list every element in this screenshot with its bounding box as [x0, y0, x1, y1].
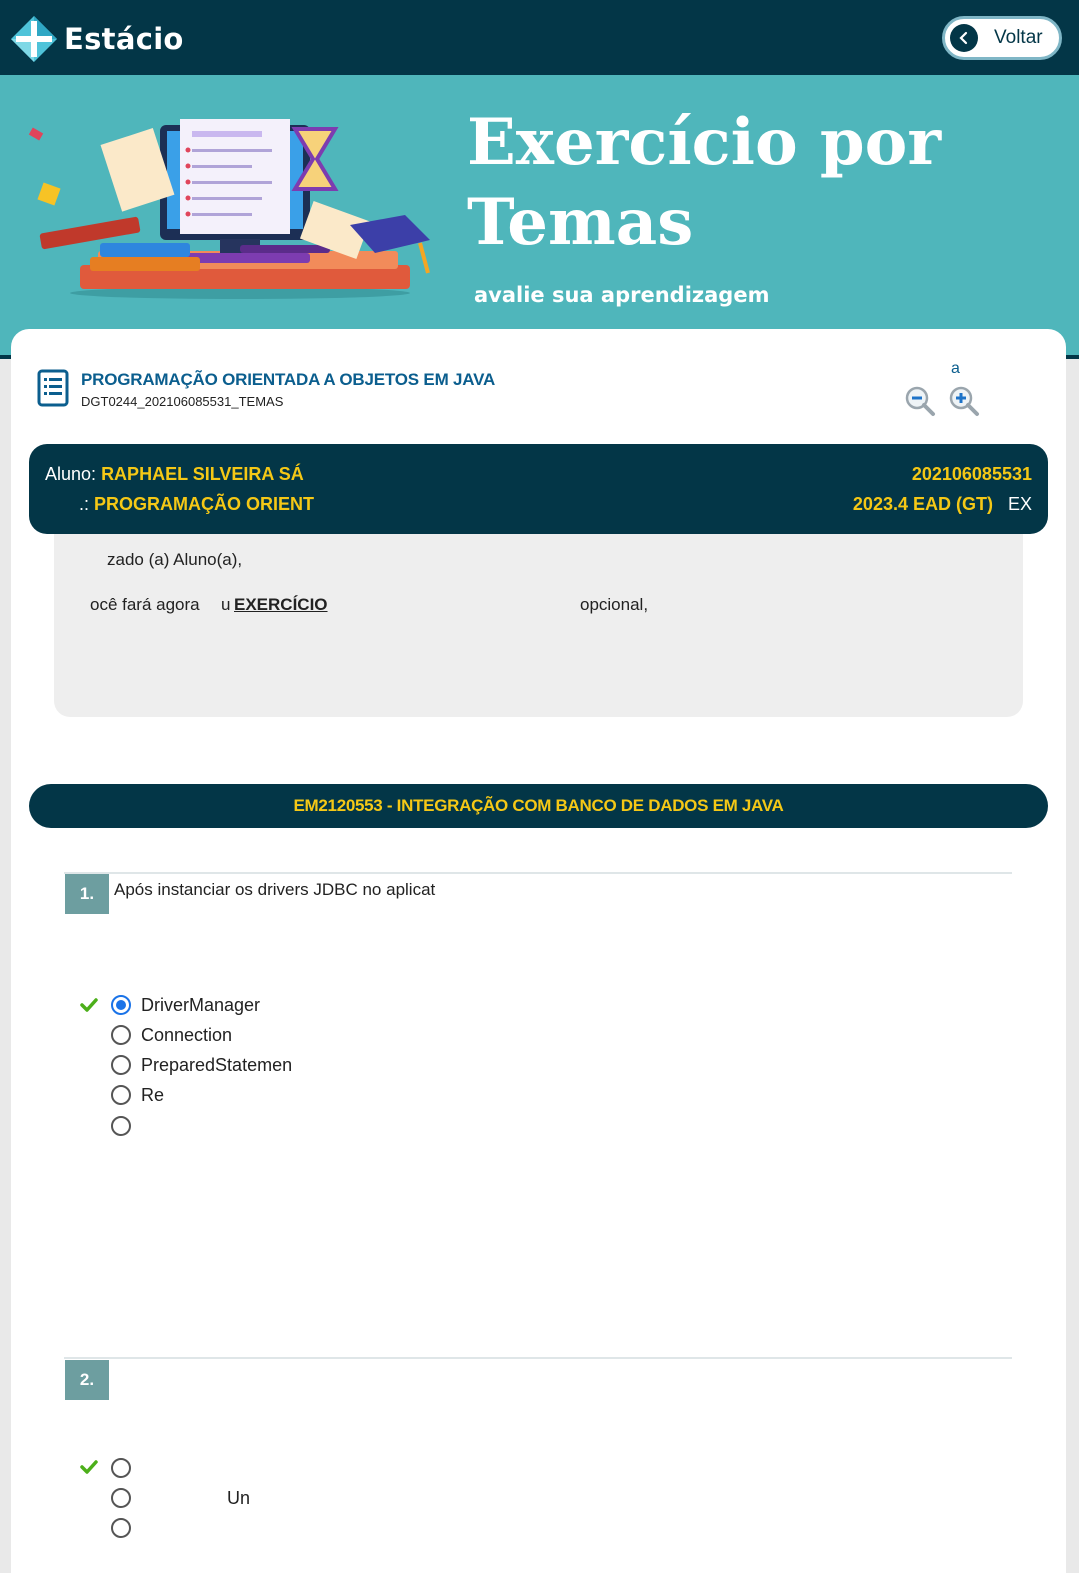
radio-button[interactable]	[111, 1055, 131, 1075]
question-number: 2.	[65, 1360, 109, 1400]
answer-option-label: DriverManager	[141, 994, 261, 1015]
discipline-row	[79, 494, 314, 515]
correct-check-icon	[80, 998, 98, 1012]
answer-option[interactable]	[111, 1487, 250, 1509]
page-title-line-1: Exercício por	[467, 105, 942, 180]
theme-title: EM2120553 - INTEGRAÇÃO COM BANCO DE DADOS EM JAVA	[293, 796, 784, 815]
answer-option-label: Connection	[141, 1024, 233, 1045]
radio-button[interactable]	[111, 1458, 131, 1478]
class-period: 2023.4 EAD (GT)	[852, 494, 993, 514]
document-list-icon	[37, 369, 69, 407]
radio-button[interactable]	[111, 1025, 131, 1045]
radio-button[interactable]	[111, 1518, 131, 1538]
question-text: Após instanciar os drivers JDBC no aplicat	[114, 880, 436, 899]
question-divider	[64, 872, 1012, 874]
question-divider	[64, 1357, 1012, 1359]
answer-option[interactable]	[111, 1024, 232, 1046]
zoom-out-icon[interactable]	[904, 385, 936, 417]
student-row	[45, 464, 304, 485]
estacio-logo-icon	[10, 15, 58, 63]
brand-logo[interactable]	[10, 15, 184, 63]
instruction-text-b: u	[221, 595, 231, 614]
question-number: 1.	[65, 874, 109, 914]
font-size-label: a	[951, 360, 960, 377]
answer-option[interactable]	[111, 1084, 164, 1106]
page-title	[467, 103, 941, 263]
greeting-text: zado (a) Aluno(a),	[107, 550, 243, 569]
page-title-line-2: Temas	[467, 185, 694, 260]
discipline-name: PROGRAMAÇÃO ORIENT	[94, 494, 315, 514]
answer-option-label: PreparedStatemen	[141, 1054, 293, 1075]
answer-option[interactable]	[111, 994, 260, 1016]
instructions-box	[54, 534, 1023, 717]
course-title: PROGRAMAÇÃO ORIENTADA A OBJETOS EM JAVA	[81, 370, 496, 389]
radio-button[interactable]	[111, 995, 131, 1015]
top-bar	[0, 0, 1079, 75]
page-subtitle: avalie sua aprendizagem	[474, 283, 770, 307]
answer-option[interactable]	[111, 1517, 141, 1539]
student-name: RAPHAEL SILVEIRA SÁ	[101, 464, 304, 484]
brand-name: Estácio	[64, 22, 184, 56]
answer-option[interactable]	[111, 1054, 292, 1076]
instruction-text-c: opcional,	[580, 595, 649, 614]
exam-illustration-icon	[20, 115, 450, 305]
student-info-bar	[29, 444, 1048, 534]
hero-banner	[0, 75, 1079, 359]
exercise-link[interactable]: EXERCÍCIO	[234, 595, 328, 614]
answer-option-label: Un	[227, 1487, 251, 1508]
radio-button[interactable]	[111, 1085, 131, 1105]
correct-check-icon	[80, 1460, 98, 1474]
discipline-prefix: .:	[79, 494, 90, 514]
course-code: DGT0244_202106085531_TEMAS	[81, 394, 284, 409]
class-type: EX	[1007, 494, 1032, 514]
chevron-left-icon	[950, 24, 978, 52]
radio-button[interactable]	[111, 1116, 131, 1136]
answer-option[interactable]	[111, 1115, 141, 1137]
back-button-label: Voltar	[994, 27, 1043, 48]
zoom-in-icon[interactable]	[948, 385, 980, 417]
exercise-card	[11, 329, 1066, 1573]
class-row	[853, 494, 1032, 515]
back-button[interactable]	[942, 16, 1062, 60]
answer-option-label: Re	[141, 1084, 165, 1105]
student-label: Aluno:	[45, 464, 97, 484]
student-registration: 202106085531	[911, 464, 1032, 484]
radio-button[interactable]	[111, 1488, 131, 1508]
theme-header	[29, 784, 1048, 828]
answer-option[interactable]	[111, 1457, 141, 1479]
instruction-text-a: ocê fará agora	[90, 595, 200, 614]
